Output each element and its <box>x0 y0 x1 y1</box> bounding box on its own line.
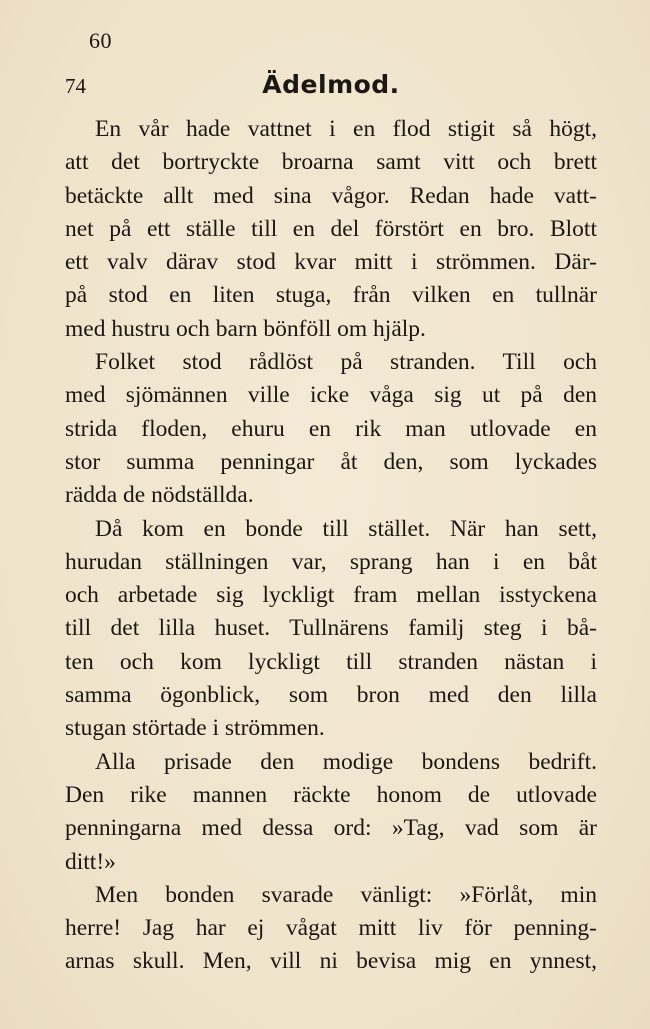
chapter-title: Ädelmod. <box>262 70 400 99</box>
text-line: samma ögonblick, som bron med den lilla <box>65 682 597 709</box>
text-line: Den rike mannen räckte honom de utlovade <box>65 781 597 808</box>
running-head <box>65 70 597 104</box>
text-line: arnas skull. Men, vill ni bevisa mig en ynnest, <box>65 948 597 975</box>
text-line: på stod en liten stuga, från vilken en tullnär <box>65 282 597 309</box>
text-line: strida floden, ehuru en rik man utlovade en <box>65 415 597 442</box>
text-line: till det lilla huset. Tullnärens familj steg i bå- <box>65 615 597 642</box>
text-line: ett valv därav stod kvar mitt i strömmen. Där- <box>65 249 597 276</box>
text-line: net på ett ställe till en del förstört en bro. Blott <box>65 215 597 242</box>
text-line: ten och kom lyckligt till stranden nästan i <box>65 648 597 675</box>
page-number: 74 <box>65 74 86 98</box>
text-line: Men bonden svarade vänligt: »Förlåt, min <box>95 881 597 908</box>
body-text <box>65 113 597 979</box>
text-line: rädda de nödställda. <box>65 482 254 509</box>
text-line: och arbetade sig lyckligt fram mellan isstyckena <box>65 582 597 609</box>
text-line: stor summa penningar åt den, som lyckades <box>65 448 597 475</box>
text-line: herre! Jag har ej vågat mitt liv för penning- <box>65 915 597 942</box>
text-line: med sjömännen ville icke våga sig ut på den <box>65 382 597 409</box>
text-line: betäckte allt med sina vågor. Redan hade vatt- <box>65 182 597 209</box>
text-line: att det bortryckte broarna samt vitt och brett <box>65 149 597 176</box>
text-line: hurudan ställningen var, sprang han i en båt <box>65 548 597 575</box>
text-line: stugan störtade i strömmen. <box>65 715 325 742</box>
text-line: Alla prisade den modige bondens bedrift. <box>95 748 597 775</box>
text-line: Folket stod rådlöst på stranden. Till och <box>95 349 597 376</box>
text-line: penningarna med dessa ord: »Tag, vad som är <box>65 815 597 842</box>
text-line: ditt!» <box>65 848 116 875</box>
text-line: Då kom en bonde till stället. När han sett, <box>95 515 597 542</box>
library-number: 60 <box>89 28 112 53</box>
text-line: med hustru och barn bönföll om hjälp. <box>65 315 426 342</box>
text-line: En vår hade vattnet i en flod stigit så högt, <box>95 116 597 142</box>
